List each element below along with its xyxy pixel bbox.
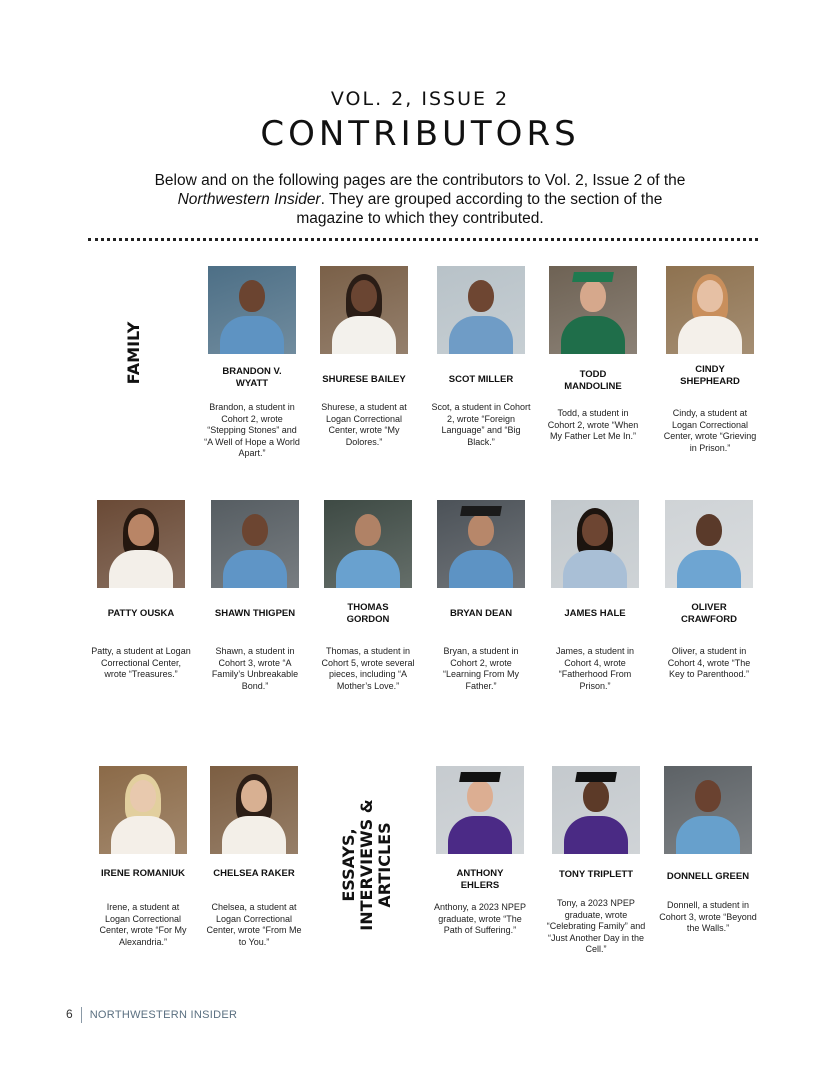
contributor-photo	[551, 500, 639, 588]
photo-shirt	[220, 316, 284, 354]
photo-face	[697, 280, 723, 312]
photo-cap	[572, 272, 614, 282]
photo-face	[239, 280, 265, 312]
contributor-name: IRENE ROMANIUK	[101, 868, 185, 879]
photo-face	[580, 280, 606, 312]
photo-face	[583, 780, 609, 812]
contributor-name: OLIVER CRAWFORD	[681, 602, 737, 625]
photo-shirt	[336, 550, 400, 588]
page-footer	[66, 1007, 237, 1023]
issue-kicker: VOL. 2, ISSUE 2	[330, 88, 510, 110]
photo-face	[696, 514, 722, 546]
contributor-photo	[320, 266, 408, 354]
photo-face	[695, 780, 721, 812]
contributor-description: Shawn, a student in Cohort 3, wrote “A Family’s Unbreakable Bond.”	[211, 646, 299, 691]
contributor-name: BRANDON V. WYATT	[222, 366, 282, 389]
contributor-photo	[99, 766, 187, 854]
photo-face	[355, 514, 381, 546]
contributor-description: Tony, a 2023 NPEP graduate, wrote “Celebrating Family” and “Just Another Day in the Cell.”	[546, 898, 646, 954]
photo-shirt	[223, 550, 287, 588]
photo-shirt	[676, 816, 740, 854]
photo-face	[468, 514, 494, 546]
contributor-photo	[208, 266, 296, 354]
contributor-name: CHELSEA RAKER	[213, 868, 295, 879]
contributor-photo	[97, 500, 185, 588]
photo-cap	[460, 506, 502, 516]
contributor-name: SHAWN THIGPEN	[214, 608, 296, 619]
contributor-photo	[211, 500, 299, 588]
contributor-description: James, a student in Cohort 4, wrote “Fatherhood From Prison.”	[555, 646, 635, 691]
photo-shirt	[332, 316, 396, 354]
footer-divider	[81, 1007, 82, 1023]
photo-shirt	[111, 816, 175, 854]
page-title: CONTRIBUTORS	[260, 114, 580, 154]
photo-face	[467, 780, 493, 812]
contributor-name: ANTHONY EHLERS	[456, 868, 504, 891]
photo-shirt	[564, 816, 628, 854]
contributor-description: Anthony, a 2023 NPEP graduate, wrote “The Path of Suffering.”	[434, 902, 526, 935]
photo-shirt	[563, 550, 627, 588]
photo-shirt	[448, 816, 512, 854]
photo-face	[468, 280, 494, 312]
contributor-description: Todd, a student in Cohort 2, wrote “When My Father Let Me In.”	[547, 408, 639, 441]
contributor-description: Chelsea, a student at Logan Correctional Center, wrote “From Me to You.”	[206, 902, 302, 947]
contributor-photo	[664, 766, 752, 854]
contributor-name: JAMES HALE	[564, 608, 626, 619]
contributor-photo	[437, 500, 525, 588]
publication-name: NORTHWESTERN INSIDER	[89, 1009, 238, 1021]
contributor-description: Irene, a student at Logan Correctional Center, wrote “For My Alexandria.”	[99, 902, 187, 947]
photo-face	[128, 514, 154, 546]
contributor-name: TODD MANDOLINE	[564, 369, 622, 392]
contributor-description: Oliver, a student in Cohort 4, wrote “The Key to Parenthood.”	[667, 646, 751, 679]
contributor-description: Patty, a student at Logan Correctional Center, wrote “Treasures.”	[91, 646, 191, 679]
contributor-description: Brandon, a student in Cohort 2, wrote “Stepping Stones” and “A Well of Hope a World Apart.”	[204, 402, 300, 458]
section-label-essays: ESSAYS, INTERVIEWS & ARTICLES	[339, 799, 394, 931]
photo-shirt	[561, 316, 625, 354]
intro-publication-name: Northwestern Insider	[177, 191, 321, 208]
contributor-name: SCOT MILLER	[448, 374, 514, 385]
intro-paragraph	[150, 171, 690, 228]
contributor-photo	[549, 266, 637, 354]
contributor-name: TONY TRIPLETT	[558, 869, 634, 880]
contributor-description: Donnell, a student in Cohort 3, wrote “Beyond the Walls.”	[659, 900, 757, 933]
photo-shirt	[449, 550, 513, 588]
photo-shirt	[677, 550, 741, 588]
photo-face	[130, 780, 156, 812]
contributor-photo	[552, 766, 640, 854]
photo-shirt	[449, 316, 513, 354]
contributor-photo	[665, 500, 753, 588]
contributor-name: CINDY SHEPHEARD	[680, 364, 740, 387]
photo-shirt	[678, 316, 742, 354]
contributor-description: Thomas, a student in Cohort 5, wrote several pieces, including “A Mother’s Love.”	[321, 646, 415, 691]
contributor-description: Cindy, a student at Logan Correctional Center, wrote “Grieving in Prison.”	[663, 408, 757, 453]
contributor-description: Scot, a student in Cohort 2, wrote “Foreign Language” and “Big Black.”	[431, 402, 531, 447]
intro-text-end: . They are grouped according to the section of the magazine to which they contributed.	[296, 191, 663, 227]
photo-face	[242, 514, 268, 546]
contributor-description: Shurese, a student at Logan Correctional Center, wrote “My Dolores.”	[321, 402, 407, 447]
contributor-photo	[210, 766, 298, 854]
contributor-description: Bryan, a student in Cohort 2, wrote “Learning From My Father.”	[442, 646, 520, 691]
photo-face	[582, 514, 608, 546]
dotted-divider	[88, 238, 758, 241]
contributor-photo	[324, 500, 412, 588]
contributor-name: PATTY OUSKA	[107, 608, 175, 619]
contributor-name: DONNELL GREEN	[666, 871, 750, 882]
contributor-name: THOMAS GORDON	[346, 602, 390, 625]
contributor-photo	[437, 266, 525, 354]
photo-cap	[575, 772, 617, 782]
photo-face	[351, 280, 377, 312]
intro-text-start: Below and on the following pages are the contributors to Vol. 2, Issue 2 of the	[154, 172, 686, 189]
photo-cap	[459, 772, 501, 782]
photo-face	[241, 780, 267, 812]
photo-shirt	[222, 816, 286, 854]
contributor-photo	[666, 266, 754, 354]
contributor-name: SHURESE BAILEY	[322, 374, 406, 385]
photo-shirt	[109, 550, 173, 588]
section-label-family: FAMILY	[124, 321, 143, 385]
contributor-photo	[436, 766, 524, 854]
page-number: 6	[66, 1007, 73, 1021]
contributor-name: BRYAN DEAN	[449, 608, 513, 619]
